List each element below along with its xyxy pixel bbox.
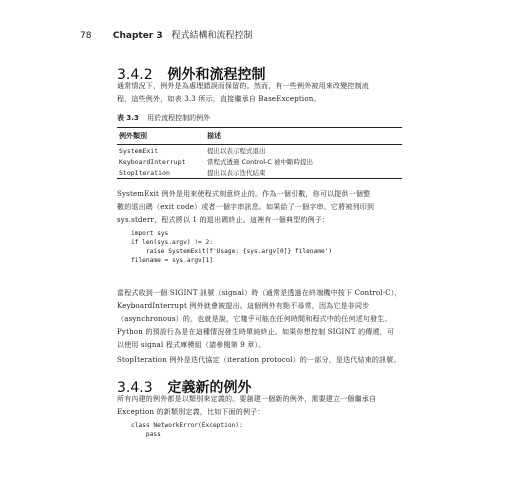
code-line: filename = sys.argv[1]	[131, 257, 213, 264]
section-title: 例外和流程控制	[167, 67, 266, 83]
text-line: 當程式收到一個 SIGINT 訊號（signal）時（通常是透過在終端機中按下 Control-C），	[117, 289, 402, 297]
text-line: 數的退出碼（exit code）或者一個字串訊息。如果給了一個字串，它將被列印到	[117, 203, 375, 211]
section-number: 3.4.3	[117, 380, 153, 396]
code-line: class NetworkError(Exception):	[131, 422, 243, 429]
table-row	[117, 156, 402, 167]
exception-class-cell: StopIteration	[117, 167, 205, 179]
sigint-paragraph	[117, 287, 407, 352]
section-title: 定義新的例外	[167, 380, 252, 396]
table-caption-title: 用於流程控制的例外	[147, 114, 211, 122]
text-line: Python 的預設行為是在這種情況發生時單純終止。如果你想控制 SIGINT 的傳遞，可	[117, 328, 395, 336]
code-block-argv	[131, 229, 332, 265]
text-line: 通常情況下，例外是為處理錯誤而保留的。然而，有一些例外被用來改變控制流	[117, 82, 369, 90]
table-header-cell: 描述	[205, 128, 402, 145]
code-line: pass	[131, 431, 161, 438]
table-header-row	[117, 128, 402, 145]
text-line: Exception 的新類別定義，比如下面的例子：	[117, 408, 265, 416]
code-line: raise SystemExit(f'Usage: {sys.argv[0]} filename')	[131, 248, 333, 255]
code-block-network-error	[131, 421, 243, 439]
text-line: 以使用 signal 程式庫模組（請參閱第 9 章）。	[117, 341, 266, 349]
text-line: KeyboardInterrupt 例外就會被提出。這個例外有點不尋常，因為它是非同步	[117, 302, 370, 310]
running-header	[80, 28, 253, 41]
exception-class-cell: KeyboardInterrupt	[119, 157, 186, 166]
systemexit-paragraph	[117, 188, 407, 227]
text-line: 程，這些例外，如表 3.3 所示，直接繼承自 BaseException。	[117, 95, 321, 103]
text-line: sys.stderr，程式將以 1 的退出碼終止。這裡有一個典型的例子：	[117, 216, 330, 224]
stopiteration-paragraph	[117, 354, 407, 367]
exceptions-table	[117, 127, 402, 179]
table-caption-label: 表 3.3	[117, 114, 139, 122]
section-number: 3.4.2	[117, 67, 153, 83]
description-cell: 提出以表示迭代結束	[205, 167, 402, 179]
intro-paragraph	[117, 80, 407, 106]
define-exception-paragraph	[117, 393, 407, 419]
table-row	[117, 167, 402, 179]
table-caption	[117, 113, 210, 123]
exception-class-cell: SystemExit	[119, 146, 159, 155]
page-number: 78	[80, 31, 92, 41]
description-cell: 當程式透過 Control-C 被中斷時提出	[207, 158, 314, 166]
code-line: if len(sys.argv) != 2:	[131, 239, 213, 246]
description-cell: 提出以表示程式退出	[207, 147, 266, 155]
text-line: （asynchronous）的，也就是說，它幾乎可能在任何時間和程式中的任何述句發生。	[117, 315, 392, 323]
text-line: 所有內建的例外都是以類別來定義的。要創建一個新的例外，需要建立一個繼承自	[117, 395, 377, 403]
code-line: import sys	[131, 230, 169, 237]
text-line: SystemExit 例外是用來使程式刻意終止的。作為一個引數，你可以提供一個整	[117, 190, 371, 198]
chapter-title: 程式結構和流程控制	[171, 31, 253, 41]
text-line: StopIteration 例外是迭代協定（iteration protocol）的一部分，是迭代結束的訊號。	[117, 356, 401, 364]
chapter-label: Chapter 3	[112, 31, 163, 41]
table-row	[117, 145, 402, 157]
table-header-cell: 例外類別	[117, 128, 205, 145]
